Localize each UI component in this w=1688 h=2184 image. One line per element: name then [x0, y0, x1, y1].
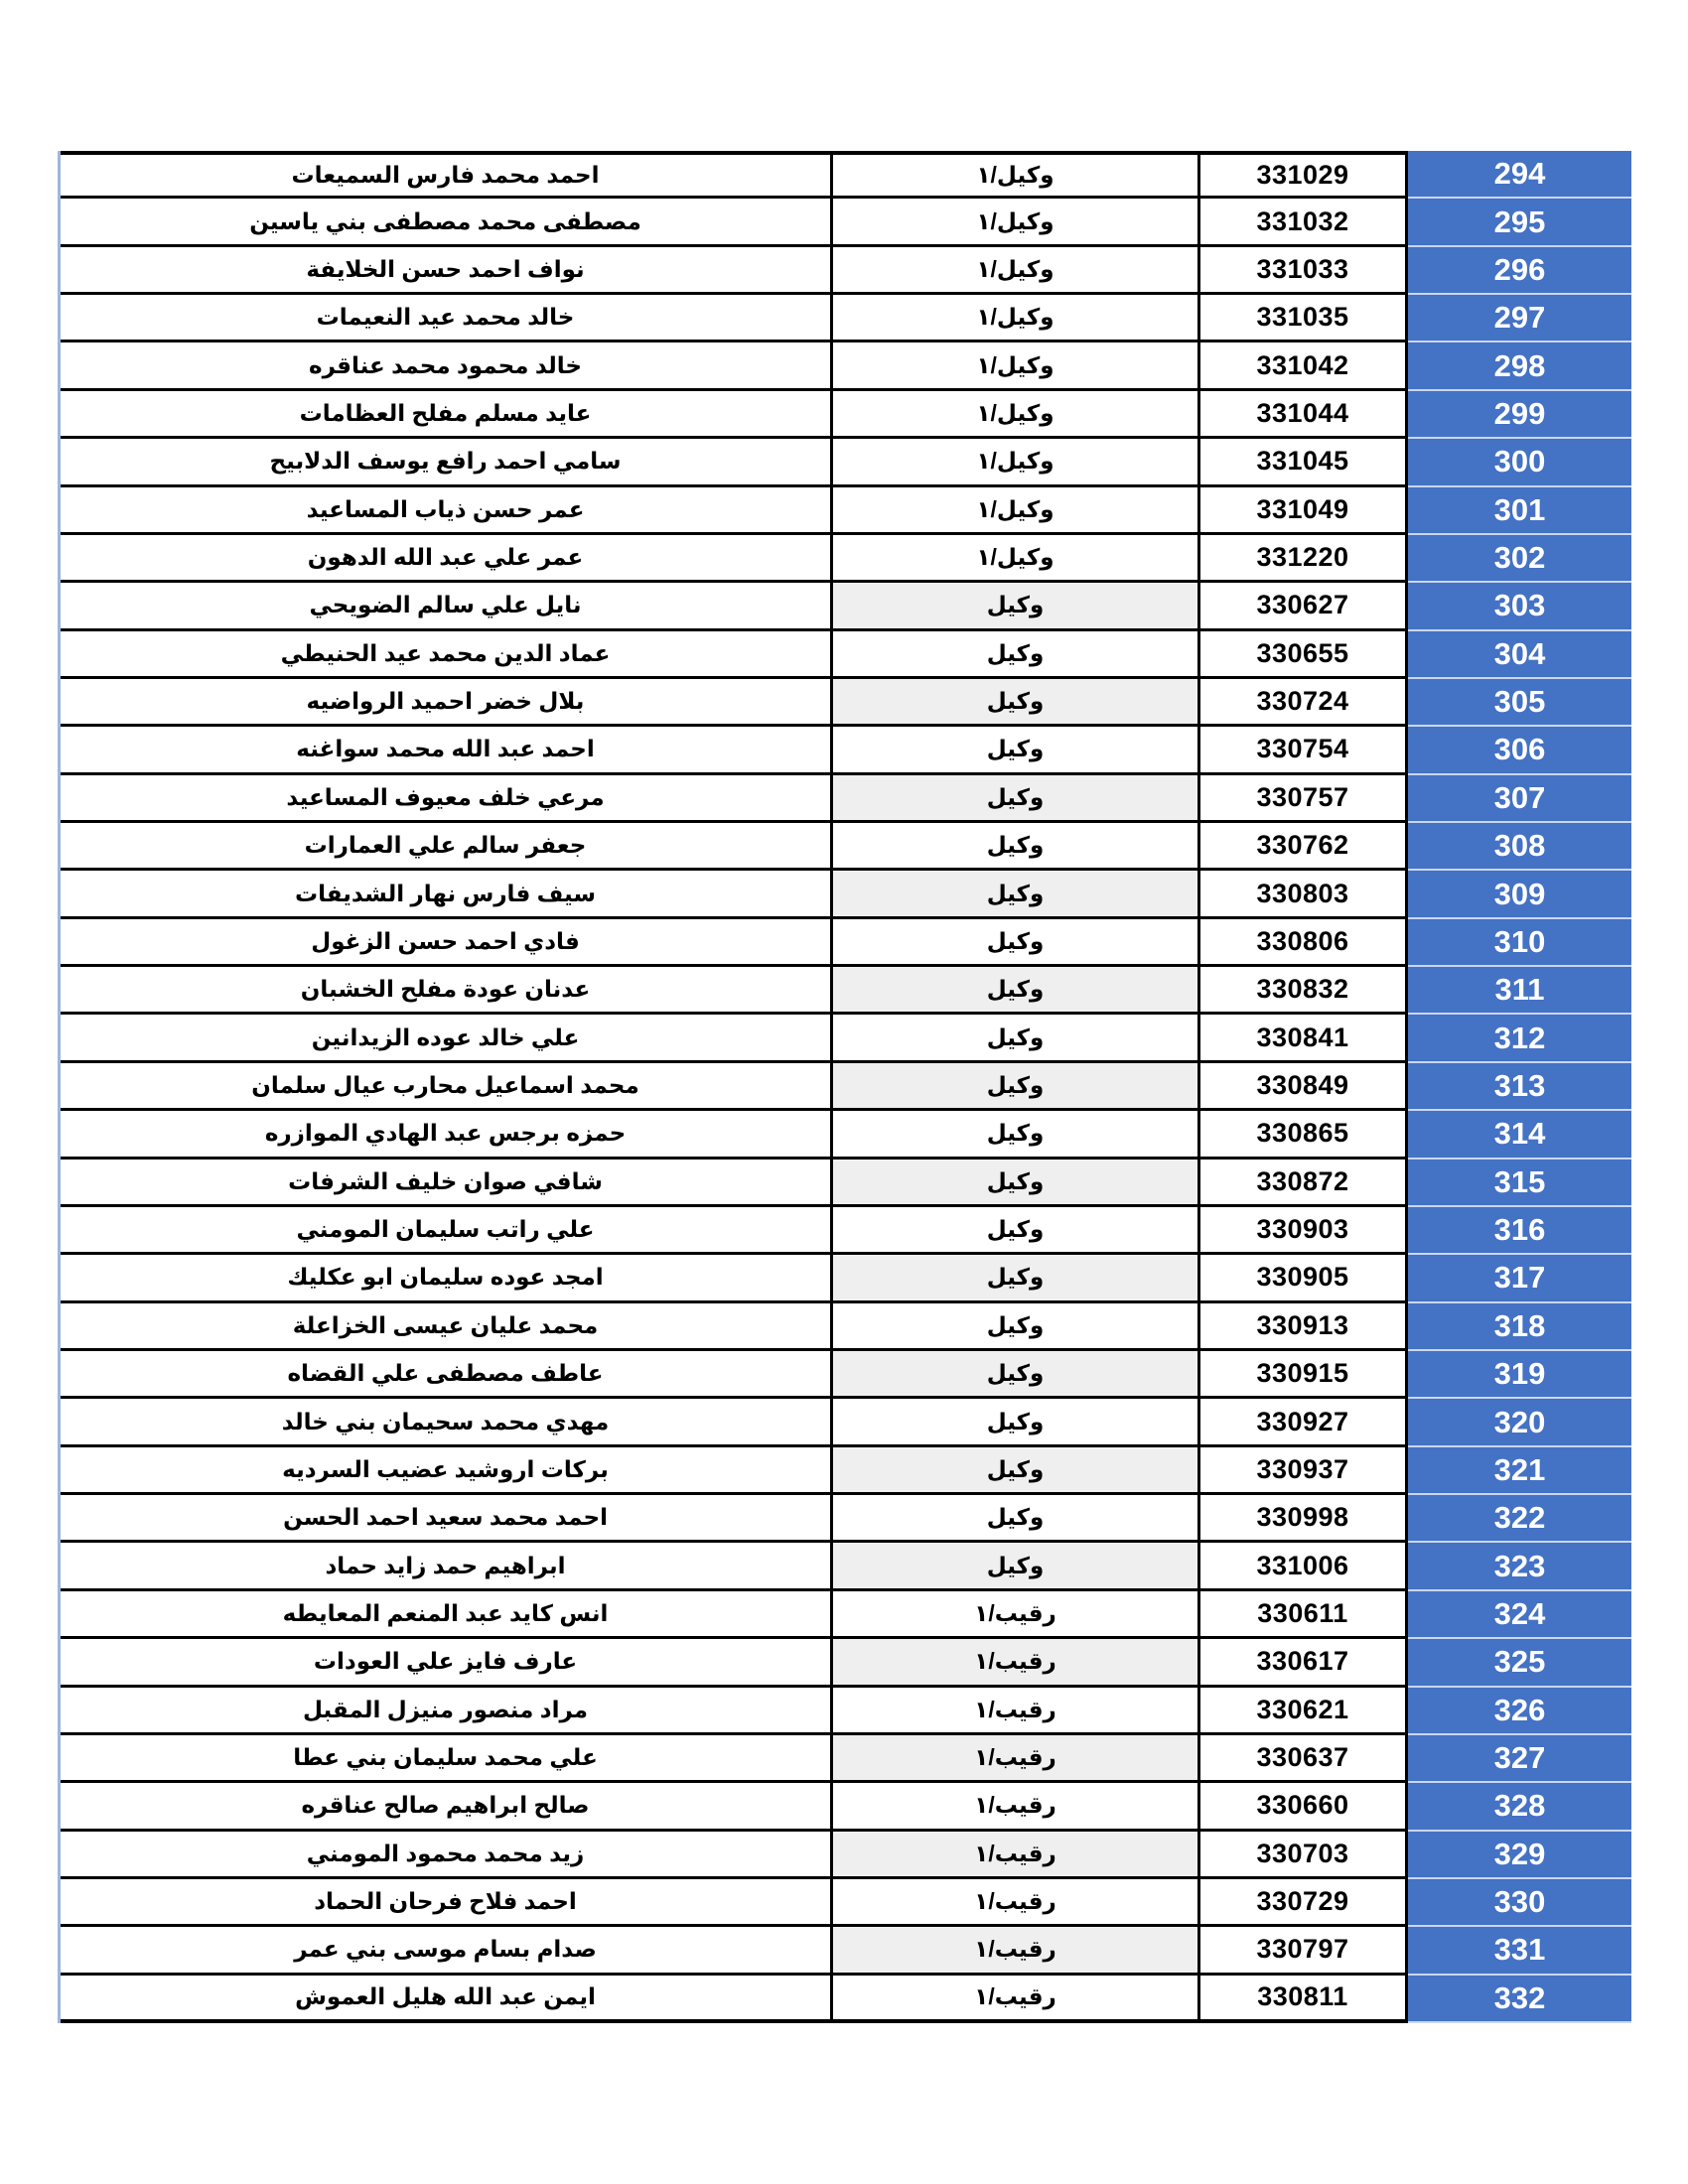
name-cell: سيف فارس نهار الشديفات	[61, 871, 830, 918]
service-number-cell: 330611	[1197, 1591, 1408, 1639]
row-index-cell: 312	[1408, 1015, 1631, 1062]
row-index-cell: 315	[1408, 1160, 1631, 1207]
row-index-cell: 325	[1408, 1639, 1631, 1687]
personnel-roster-table	[58, 151, 1631, 2023]
row-index-cell: 318	[1408, 1303, 1631, 1351]
table-row	[61, 1976, 1631, 2023]
service-number-cell: 331044	[1197, 391, 1408, 439]
table-row	[61, 247, 1631, 295]
rank-cell: رقيب/١	[830, 1688, 1197, 1735]
row-index-cell: 310	[1408, 919, 1631, 967]
service-number-cell: 330762	[1197, 823, 1408, 871]
name-cell: صالح ابراهيم صالح عناقره	[61, 1783, 830, 1831]
name-cell: عارف فايز علي العودات	[61, 1639, 830, 1687]
name-cell: فادي احمد حسن الزغول	[61, 919, 830, 967]
table-row	[61, 199, 1631, 246]
table-row	[61, 919, 1631, 967]
name-cell: احمد فلاح فرحان الحماد	[61, 1879, 830, 1927]
table-row	[61, 1735, 1631, 1783]
row-index-cell: 328	[1408, 1783, 1631, 1831]
service-number-cell: 330913	[1197, 1303, 1408, 1351]
rank-cell: وكيل/١	[830, 199, 1197, 246]
row-index-cell: 307	[1408, 775, 1631, 823]
table-row	[61, 775, 1631, 823]
name-cell: نايل علي سالم الضويحي	[61, 583, 830, 630]
service-number-cell: 331032	[1197, 199, 1408, 246]
service-number-cell: 330849	[1197, 1063, 1408, 1111]
service-number-cell: 331045	[1197, 439, 1408, 486]
name-cell: عدنان عودة مفلح الخشبان	[61, 967, 830, 1015]
service-number-cell: 330754	[1197, 727, 1408, 774]
service-number-cell: 330803	[1197, 871, 1408, 918]
rank-cell: وكيل	[830, 1495, 1197, 1543]
name-cell: عاطف مصطفى علي القضاه	[61, 1351, 830, 1399]
service-number-cell: 330865	[1197, 1111, 1408, 1159]
rank-cell: وكيل	[830, 1399, 1197, 1446]
service-number-cell: 330757	[1197, 775, 1408, 823]
rank-cell: وكيل/١	[830, 342, 1197, 390]
rank-cell: وكيل	[830, 1160, 1197, 1207]
table-row	[61, 1063, 1631, 1111]
name-cell: مهدي محمد سحيمان بني خالد	[61, 1399, 830, 1446]
name-cell: عمر حسن ذياب المساعيد	[61, 487, 830, 535]
rank-cell: وكيل	[830, 1111, 1197, 1159]
rank-cell: وكيل	[830, 1015, 1197, 1062]
row-index-cell: 301	[1408, 487, 1631, 535]
table-row	[61, 342, 1631, 390]
service-number-cell: 330903	[1197, 1207, 1408, 1255]
service-number-cell: 331033	[1197, 247, 1408, 295]
service-number-cell: 330655	[1197, 631, 1408, 679]
table-row	[61, 1111, 1631, 1159]
table-row	[61, 1783, 1631, 1831]
table-row	[61, 1207, 1631, 1255]
row-index-cell: 323	[1408, 1543, 1631, 1590]
rank-cell: وكيل	[830, 727, 1197, 774]
table-row	[61, 1543, 1631, 1590]
name-cell: خالد محمود محمد عناقره	[61, 342, 830, 390]
service-number-cell: 330927	[1197, 1399, 1408, 1446]
row-index-cell: 327	[1408, 1735, 1631, 1783]
row-index-cell: 322	[1408, 1495, 1631, 1543]
rank-cell: رقيب/١	[830, 1591, 1197, 1639]
name-cell: خالد محمد عيد النعيمات	[61, 295, 830, 342]
name-cell: سامي احمد رافع يوسف الدلابيح	[61, 439, 830, 486]
table-row	[61, 1303, 1631, 1351]
name-cell: انس كايد عبد المنعم المعايطه	[61, 1591, 830, 1639]
name-cell: شافي صوان خليف الشرفات	[61, 1160, 830, 1207]
name-cell: صدام بسام موسى بني عمر	[61, 1927, 830, 1975]
table-row	[61, 1447, 1631, 1495]
name-cell: محمد اسماعيل محارب عيال سلمان	[61, 1063, 830, 1111]
service-number-cell: 330915	[1197, 1351, 1408, 1399]
row-index-cell: 311	[1408, 967, 1631, 1015]
row-index-cell: 331	[1408, 1927, 1631, 1975]
rank-cell: وكيل	[830, 1207, 1197, 1255]
name-cell: احمد محمد سعيد احمد الحسن	[61, 1495, 830, 1543]
service-number-cell: 330660	[1197, 1783, 1408, 1831]
table-row	[61, 151, 1631, 199]
service-number-cell: 330797	[1197, 1927, 1408, 1975]
table-row	[61, 583, 1631, 630]
table-row	[61, 1255, 1631, 1302]
service-number-cell: 331049	[1197, 487, 1408, 535]
service-number-cell: 330841	[1197, 1015, 1408, 1062]
row-index-cell: 319	[1408, 1351, 1631, 1399]
name-cell: نواف احمد حسن الخلايفة	[61, 247, 830, 295]
table-row	[61, 439, 1631, 486]
row-index-cell: 304	[1408, 631, 1631, 679]
table-row	[61, 295, 1631, 342]
name-cell: محمد عليان عيسى الخزاعلة	[61, 1303, 830, 1351]
service-number-cell: 331006	[1197, 1543, 1408, 1590]
service-number-cell: 330637	[1197, 1735, 1408, 1783]
table-row	[61, 1160, 1631, 1207]
service-number-cell: 330703	[1197, 1832, 1408, 1879]
table-row	[61, 1015, 1631, 1062]
table-row	[61, 487, 1631, 535]
row-index-cell: 305	[1408, 679, 1631, 727]
rank-cell: وكيل	[830, 967, 1197, 1015]
name-cell: احمد عبد الله محمد سواغنه	[61, 727, 830, 774]
rank-cell: وكيل	[830, 871, 1197, 918]
name-cell: ايمن عبد الله هليل العموش	[61, 1976, 830, 2023]
row-index-cell: 295	[1408, 199, 1631, 246]
table-row	[61, 1495, 1631, 1543]
rank-cell: وكيل	[830, 775, 1197, 823]
service-number-cell: 330998	[1197, 1495, 1408, 1543]
rank-cell: رقيب/١	[830, 1832, 1197, 1879]
name-cell: علي خالد عوده الزيدانين	[61, 1015, 830, 1062]
table-row	[61, 679, 1631, 727]
rank-cell: وكيل/١	[830, 439, 1197, 486]
table-row	[61, 1879, 1631, 1927]
row-index-cell: 297	[1408, 295, 1631, 342]
table-row	[61, 391, 1631, 439]
rank-cell: وكيل	[830, 1303, 1197, 1351]
rank-cell: وكيل	[830, 679, 1197, 727]
table-row	[61, 823, 1631, 871]
table-row	[61, 967, 1631, 1015]
row-index-cell: 298	[1408, 342, 1631, 390]
row-index-cell: 317	[1408, 1255, 1631, 1302]
rank-cell: وكيل	[830, 823, 1197, 871]
rank-cell: رقيب/١	[830, 1735, 1197, 1783]
service-number-cell: 330806	[1197, 919, 1408, 967]
name-cell: حمزه برجس عبد الهادي الموازره	[61, 1111, 830, 1159]
table-row	[61, 1351, 1631, 1399]
row-index-cell: 300	[1408, 439, 1631, 486]
rank-cell: وكيل	[830, 1543, 1197, 1590]
name-cell: علي راتب سليمان المومني	[61, 1207, 830, 1255]
table-row	[61, 1688, 1631, 1735]
name-cell: زيد محمد محمود المومني	[61, 1832, 830, 1879]
service-number-cell: 331042	[1197, 342, 1408, 390]
service-number-cell: 330617	[1197, 1639, 1408, 1687]
table-row	[61, 1927, 1631, 1975]
rank-cell: رقيب/١	[830, 1639, 1197, 1687]
service-number-cell: 330724	[1197, 679, 1408, 727]
name-cell: مراد منصور منيزل المقبل	[61, 1688, 830, 1735]
table-row	[61, 1832, 1631, 1879]
service-number-cell: 331029	[1197, 151, 1408, 199]
name-cell: بلال خضر احميد الرواضيه	[61, 679, 830, 727]
row-index-cell: 326	[1408, 1688, 1631, 1735]
rank-cell: وكيل/١	[830, 151, 1197, 199]
service-number-cell: 330627	[1197, 583, 1408, 630]
table-row	[61, 871, 1631, 918]
row-index-cell: 314	[1408, 1111, 1631, 1159]
rank-cell: وكيل	[830, 919, 1197, 967]
service-number-cell: 330937	[1197, 1447, 1408, 1495]
rank-cell: وكيل/١	[830, 535, 1197, 583]
rank-cell: وكيل/١	[830, 295, 1197, 342]
rank-cell: وكيل/١	[830, 487, 1197, 535]
row-index-cell: 321	[1408, 1447, 1631, 1495]
row-index-cell: 303	[1408, 583, 1631, 630]
row-index-cell: 316	[1408, 1207, 1631, 1255]
rank-cell: وكيل/١	[830, 247, 1197, 295]
row-index-cell: 313	[1408, 1063, 1631, 1111]
name-cell: امجد عوده سليمان ابو عكليك	[61, 1255, 830, 1302]
rank-cell: وكيل	[830, 631, 1197, 679]
row-index-cell: 320	[1408, 1399, 1631, 1446]
row-index-cell: 329	[1408, 1832, 1631, 1879]
name-cell: احمد محمد فارس السميعات	[61, 151, 830, 199]
name-cell: مصطفى محمد مصطفى بني ياسين	[61, 199, 830, 246]
service-number-cell: 330621	[1197, 1688, 1408, 1735]
name-cell: ابراهيم حمد زايد حماد	[61, 1543, 830, 1590]
name-cell: بركات اروشيد عضيب السرديه	[61, 1447, 830, 1495]
row-index-cell: 296	[1408, 247, 1631, 295]
name-cell: جعفر سالم علي العمارات	[61, 823, 830, 871]
rank-cell: وكيل	[830, 1447, 1197, 1495]
name-cell: عايد مسلم مفلح العظامات	[61, 391, 830, 439]
name-cell: عمر علي عبد الله الدهون	[61, 535, 830, 583]
row-index-cell: 302	[1408, 535, 1631, 583]
rank-cell: وكيل	[830, 583, 1197, 630]
table-row	[61, 727, 1631, 774]
name-cell: عماد الدين محمد عيد الحنيطي	[61, 631, 830, 679]
rank-cell: رقيب/١	[830, 1927, 1197, 1975]
table-row	[61, 1639, 1631, 1687]
row-index-cell: 299	[1408, 391, 1631, 439]
row-index-cell: 324	[1408, 1591, 1631, 1639]
row-index-cell: 306	[1408, 727, 1631, 774]
row-index-cell: 330	[1408, 1879, 1631, 1927]
rank-cell: رقيب/١	[830, 1783, 1197, 1831]
service-number-cell: 330729	[1197, 1879, 1408, 1927]
table-row	[61, 1399, 1631, 1446]
row-index-cell: 332	[1408, 1976, 1631, 2023]
row-index-cell: 309	[1408, 871, 1631, 918]
name-cell: علي محمد سليمان بني عطا	[61, 1735, 830, 1783]
row-index-cell: 308	[1408, 823, 1631, 871]
name-cell: مرعي خلف معيوف المساعيد	[61, 775, 830, 823]
service-number-cell: 331035	[1197, 295, 1408, 342]
service-number-cell: 330811	[1197, 1976, 1408, 2023]
service-number-cell: 330832	[1197, 967, 1408, 1015]
row-index-cell: 294	[1408, 151, 1631, 199]
rank-cell: وكيل/١	[830, 391, 1197, 439]
service-number-cell: 330872	[1197, 1160, 1408, 1207]
rank-cell: وكيل	[830, 1351, 1197, 1399]
table-row	[61, 535, 1631, 583]
rank-cell: وكيل	[830, 1063, 1197, 1111]
table-row	[61, 631, 1631, 679]
rank-cell: رقيب/١	[830, 1976, 1197, 2023]
service-number-cell: 331220	[1197, 535, 1408, 583]
rank-cell: رقيب/١	[830, 1879, 1197, 1927]
table-row	[61, 1591, 1631, 1639]
rank-cell: وكيل	[830, 1255, 1197, 1302]
service-number-cell: 330905	[1197, 1255, 1408, 1302]
